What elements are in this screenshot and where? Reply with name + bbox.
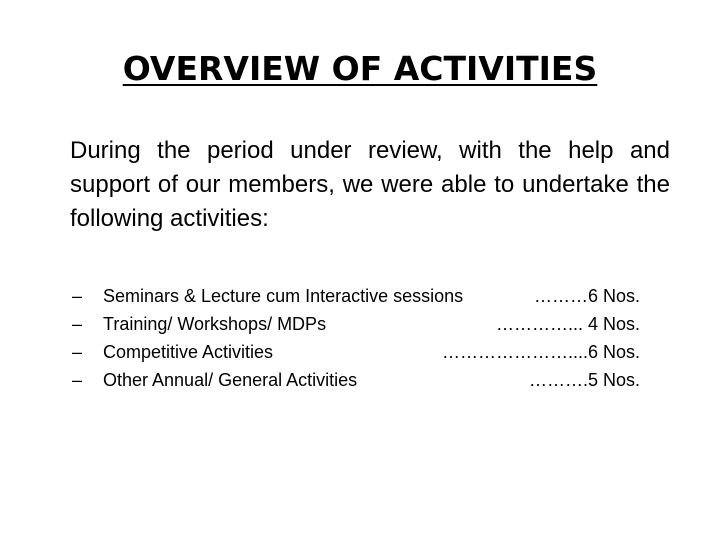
bullet-dash: –	[72, 370, 83, 390]
activity-item	[72, 282, 640, 310]
activity-count: ………6 Nos.	[533, 286, 640, 306]
activity-item	[72, 366, 640, 394]
activity-count: …………………....6 Nos.	[441, 342, 640, 362]
activity-count: …………... 4 Nos.	[495, 314, 640, 334]
activity-item	[72, 338, 640, 366]
activity-label: Training/ Workshops/ MDPs	[103, 314, 327, 334]
bullet-dash: –	[72, 286, 83, 306]
slide-title	[0, 44, 720, 94]
activity-item	[72, 310, 640, 338]
slide-title-text: OVERVIEW OF ACTIVITIES	[122, 49, 598, 88]
bullet-dash: –	[72, 342, 83, 362]
activity-count: ……….5 Nos.	[528, 370, 640, 390]
intro-paragraph: During the period under review, with the help and support of our members, we were able to undertake the following activities:	[70, 137, 670, 232]
activity-label: Other Annual/ General Activities	[103, 370, 358, 390]
activity-list	[72, 282, 640, 394]
bullet-dash: –	[72, 314, 83, 334]
activity-label: Seminars & Lecture cum Interactive sessions	[103, 286, 464, 306]
activity-label: Competitive Activities	[103, 342, 274, 362]
